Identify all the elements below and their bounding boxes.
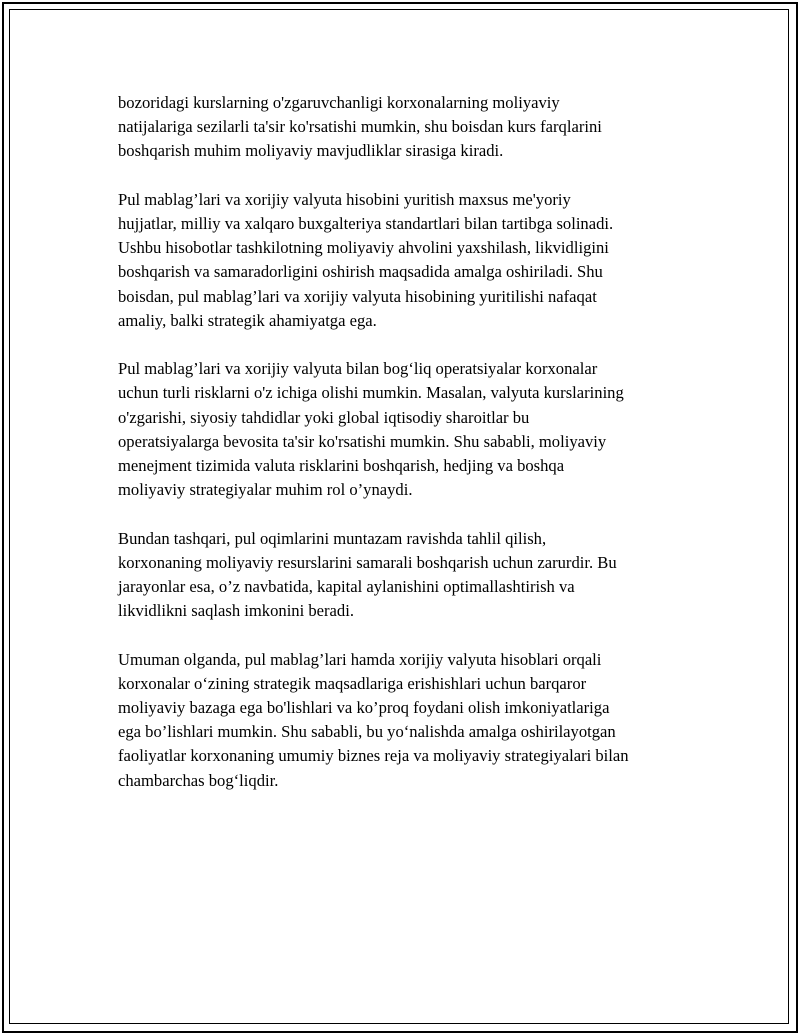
paragraph-1: bozoridagi kurslarning o'zgaruvchanligi korxonalarning moliyaviy natijalariga sezilarli ta'sir ko'rsatishi mumkin, shu boisdan kurs farqlarini boshqarish muhim moliyaviy mavjudliklar sirasiga kiradi. [118,93,602,161]
paragraph-5: Umuman olganda, pul mablag’lari hamda xorijiy valyuta hisoblari orqali korxonalar o‘zining strategik maqsadlariga erishishlari uchun barqaror moliyaviy bazaga ega bo'lishlari va ko’proq foydani olish imkoniyatlariga ega bo’lishlari mumkin. Shu sababli, bu yo‘nalishda amalga oshirilayotgan faoliyatlar korxonaning umumiy biznes reja va moliyaviy strategiyalari bilan chambarchas bog‘liqdir. [118,649,629,790]
paragraph-3: Pul mablag’lari va xorijiy valyuta bilan bog‘liq operatsiyalar korxonalar uchun turli risklarni o'z ichiga olishi mumkin. Masalan, valyuta kurslarining o'zgarishi, siyosiy tahdidlar yoki global iqtisodiy sharoitlar bu operatsiyalarga bevosita ta'sir ko'rsatishi mumkin. Shu sababli, moliyaviy menejment tizimida valuta risklarini boshqarish, hedjing va boshqa moliyaviy strategiyalar muhim rol o’ynaydi. [118,359,624,500]
paragraph-4: Bundan tashqari, pul oqimlarini muntazam ravishda tahlil qilish, korxonaning moliyaviy resurslarini samarali boshqarish uchun zarurdir. Bu jarayonlar esa, o’z navbatida, kapital aylanishini optimallashtirish va likvidlikni saqlash imkonini beradi. [118,528,617,621]
paragraph-2: Pul mablag’lari va xorijiy valyuta hisobini yuritish maxsus me'yoriy hujjatlar, milliy va xalqaro buxgalteriya standartlari bilan tartibga solinadi. Ushbu hisobotlar tashkilotning moliyaviy ahvolini yaxshilash, likvidligini boshqarish va samaradorligini oshirish maqsadida amalga oshiriladi. Shu boisdan, pul mablag’lari va xorijiy valyuta hisobining yuritilishi nafaqat amaliy, balki strategik ahamiyatga ega. [118,189,614,330]
document-body [118,91,688,817]
